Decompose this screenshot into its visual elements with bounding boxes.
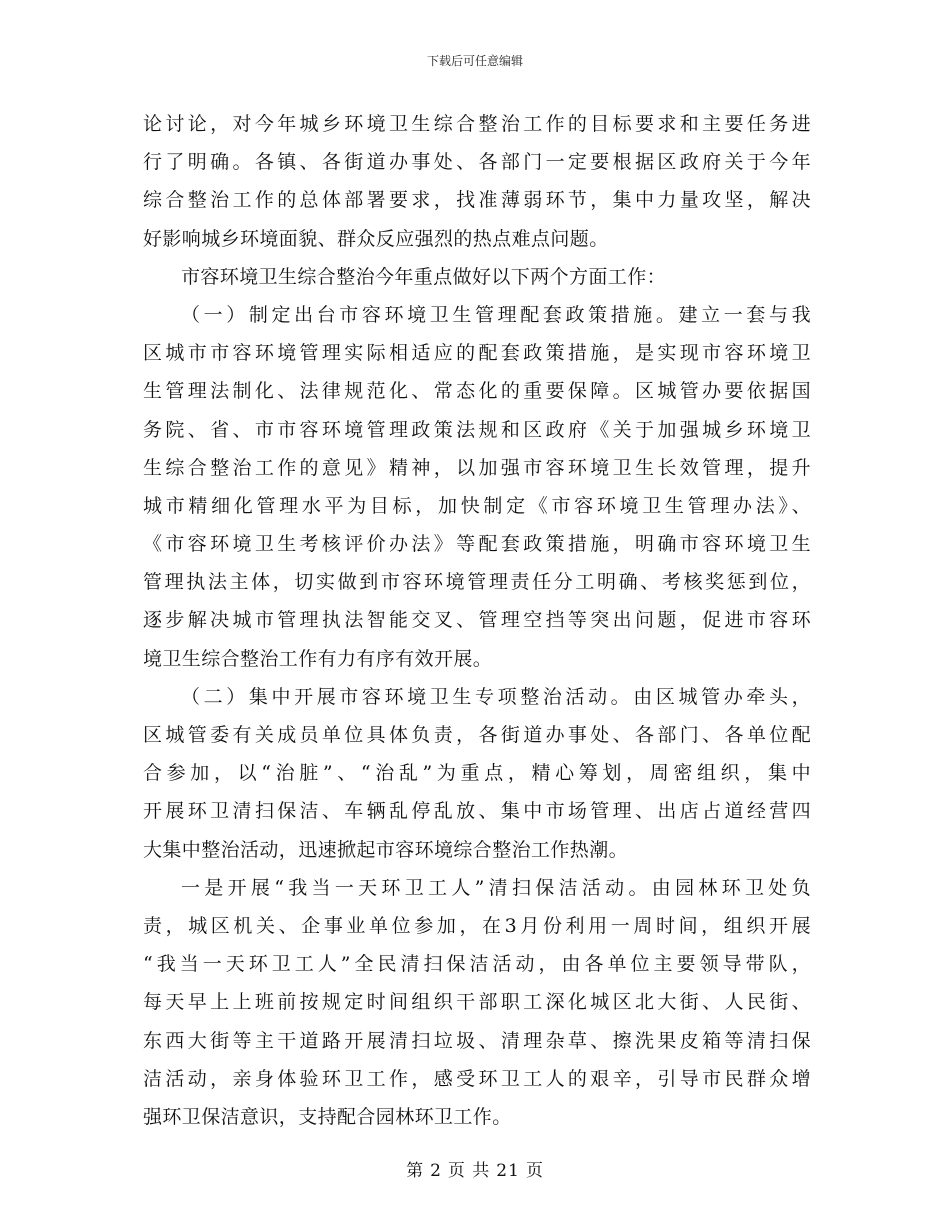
text-line: 市容环境卫生综合整治今年重点做好以下两个方面工作： xyxy=(181,265,667,288)
page-footer xyxy=(0,1156,950,1181)
text-line: “我当一天环卫工人”全民清扫保洁活动，由各单位主要领导带队， xyxy=(143,953,811,976)
text-line: 每天早上上班前按规定时间组织干部职工深化城区北大街、人民街、 xyxy=(143,991,811,1014)
footer-mid: 页 共 xyxy=(447,1161,491,1181)
text-line: 综合整治工作的总体部署要求，找准薄弱环节，集中力量攻坚，解决 xyxy=(143,189,811,212)
text-line: 务院、省、市市容环境管理政策法规和区政府《关于加强城乡环境卫 xyxy=(143,418,811,441)
footer-suffix: 页 xyxy=(525,1161,544,1181)
text-line: 合参加，以“治脏”、“治乱”为重点，精心筹划，周密组织，集中 xyxy=(143,762,811,785)
text-line: 一是开展“我当一天环卫工人”清扫保洁活动。由园林环卫处负 xyxy=(181,876,811,899)
text-line: 洁活动，亲身体验环卫工作，感受环卫工人的艰辛，引导市民群众增 xyxy=(143,1067,811,1090)
text-line: 行了明确。各镇、各街道办事处、各部门一定要根据区政府关于今年 xyxy=(143,151,811,174)
text-line: 强环卫保洁意识，支持配合园林环卫工作。 xyxy=(143,1105,512,1128)
body-text xyxy=(143,105,811,1136)
text-line: （二）集中开展市容环境卫生专项整治活动。由区城管办牵头， xyxy=(181,685,811,708)
text-line: 东西大街等主干道路开展清扫垃圾、清理杂草、擦洗果皮箱等清扫保 xyxy=(143,1029,811,1052)
text-line: 好影响城乡环境面貌、群众反应强烈的热点难点问题。 xyxy=(143,227,609,250)
footer-page-number: 2 xyxy=(430,1161,442,1181)
text-line: 开展环卫清扫保洁、车辆乱停乱放、集中市场管理、出店占道经营四 xyxy=(143,800,811,823)
footer-total-pages: 21 xyxy=(496,1161,520,1181)
text-line: 《市容环境卫生考核评价办法》等配套政策措施，明确市容环境卫生 xyxy=(143,533,811,556)
page-header: 下载后可任意编辑 xyxy=(426,54,523,68)
footer-prefix: 第 xyxy=(406,1161,425,1181)
text-line: 城市精细化管理水平为目标，加快制定《市容环境卫生管理办法》、 xyxy=(143,494,811,517)
text-line: 逐步解决城市管理执法智能交叉、管理空挡等突出问题，促进市容环 xyxy=(143,609,811,632)
text-line: 生管理法制化、法律规范化、常态化的重要保障。区城管办要依据国 xyxy=(143,380,811,403)
text-line: 生综合整治工作的意见》精神，以加强市容环境卫生长效管理，提升 xyxy=(143,456,811,479)
text-line: 区城市市容环境管理实际相适应的配套政策措施，是实现市容环境卫 xyxy=(143,342,811,365)
text-line: 责，城区机关、企事业单位参加，在3月份利用一周时间，组织开展 xyxy=(143,914,811,937)
text-line: 区城管委有关成员单位具体负责，各街道办事处、各部门、各单位配 xyxy=(143,724,811,746)
text-line: 境卫生综合整治工作有力有序有效开展。 xyxy=(143,647,493,670)
text-line: 管理执法主体，切实做到市容环境管理责任分工明确、考核奖惩到位， xyxy=(143,571,811,594)
text-line: 大集中整治活动，迅速掀起市容环境综合整治工作热潮。 xyxy=(143,838,629,861)
text-line: （一）制定出台市容环境卫生管理配套政策措施。建立一套与我 xyxy=(181,303,811,326)
text-line: 论讨论，对今年城乡环境卫生综合整治工作的目标要求和主要任务进 xyxy=(143,113,811,135)
